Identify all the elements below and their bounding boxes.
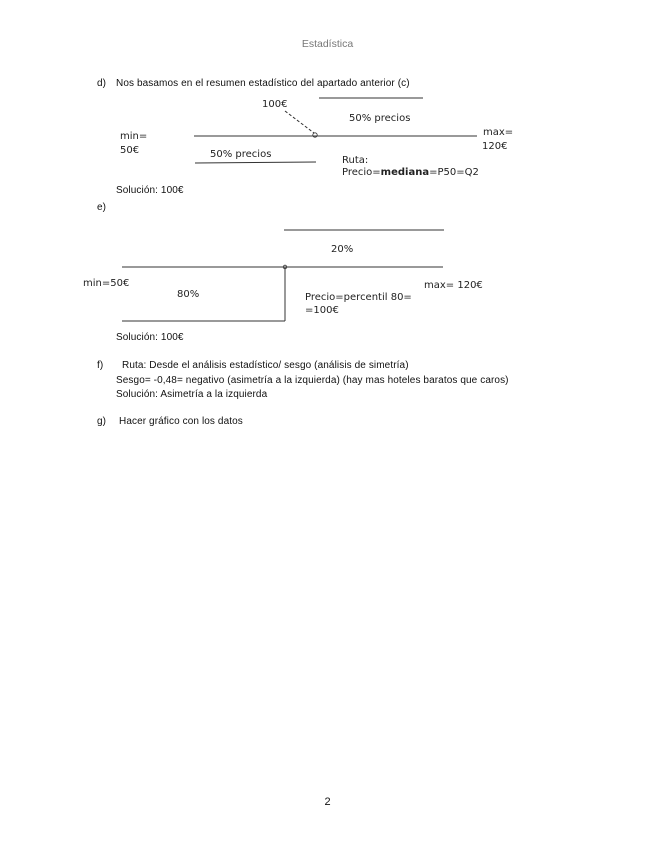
section-d-label: d) <box>97 78 107 89</box>
section-f-label: f) <box>97 360 104 371</box>
d-median-pointer-line <box>285 111 314 133</box>
section-g-text: Hacer gráfico con los datos <box>119 416 243 427</box>
section-d-text: Nos basamos en el resumen estadístico del apartado anterior (c) <box>116 78 410 89</box>
d-lower-bracket-line <box>195 162 316 163</box>
d-max-label: max= <box>483 127 514 138</box>
section-e-label: e) <box>97 202 107 213</box>
e-percentile-line1: Precio=percentil 80= <box>305 292 412 303</box>
section-f-line2: Sesgo= -0,48= negativo (asimetría a la izquierda) (hay mas hoteles baratos que caros) <box>116 375 509 386</box>
d-median-marker <box>313 133 317 137</box>
page-header: Estadística <box>301 38 354 50</box>
section-d-solution: Solución: 100€ <box>116 185 184 196</box>
e-percentile-line2: =100€ <box>305 305 339 316</box>
e-min-label: min=50€ <box>83 278 130 289</box>
d-route-title: Ruta: <box>342 155 369 166</box>
e-max-label: max= 120€ <box>424 280 483 291</box>
d-top-value: 100€ <box>262 99 288 110</box>
section-e-solution: Solución: 100€ <box>116 332 184 343</box>
e-upper-percent-label: 20% <box>331 244 354 255</box>
d-upper-percent-label: 50% precios <box>349 113 411 124</box>
d-min-label: min= <box>120 131 148 142</box>
page-number: 2 <box>324 796 331 808</box>
section-f-line3: Solución: Asimetría a la izquierda <box>116 389 268 400</box>
e-lower-percent-label: 80% <box>177 289 200 300</box>
d-max-value: 120€ <box>482 141 508 152</box>
d-lower-percent-label: 50% precios <box>210 149 272 160</box>
d-min-value: 50€ <box>120 145 140 156</box>
d-route-formula: Precio=mediana=P50=Q2 <box>342 167 479 178</box>
section-f-line1: Ruta: Desde el análisis estadístico/ sesgo (análisis de simetría) <box>122 360 409 371</box>
section-g-label: g) <box>97 416 107 427</box>
